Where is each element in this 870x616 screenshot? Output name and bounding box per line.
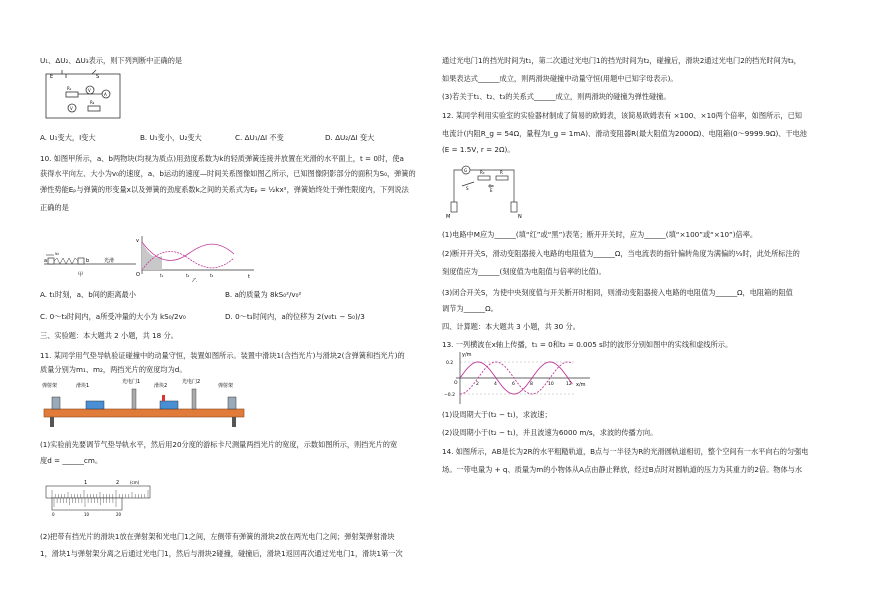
q9-tail: U₁、ΔU₂、ΔU₃表示，则下列判断中正确的是 (40, 56, 183, 65)
q11-air-track-figure (42, 377, 256, 429)
label-n: N (518, 214, 522, 220)
q9-option-d: D. ΔU₂/ΔI 变大 (325, 133, 375, 142)
label-a: a (44, 258, 48, 264)
svg-text:V: V (70, 106, 73, 111)
caliper-label-1: 1 (84, 480, 88, 486)
q12-part-2a: (2)断开开关S，滑动变阻器接入电路的电阻值为______Ω，当电流表的指针偏转角度为满偏的⅓时，此处所标注的 (442, 249, 800, 258)
label-smooth: 光滑 (104, 258, 115, 264)
q9-circuit-figure (42, 68, 130, 124)
q11-cont-line-2: 如果表达式______成立，则两滑块碰撞中动量守恒(用题中已知字母表示)。 (442, 74, 678, 83)
label-gate1: 光电门1 (122, 379, 141, 385)
caliper-label-2: 2 (116, 480, 120, 486)
wave-y-axis-label: y/m (462, 352, 472, 358)
label-t1: t₁ (160, 273, 164, 278)
label-jia: 甲 (78, 272, 84, 278)
q10-option-d: D. 0～t₃时间内，a的位移为 2(v₀t₁ − S₀)/3 (225, 312, 365, 321)
svg-text:R₂: R₂ (90, 100, 95, 105)
q10-line-1: 10. 如图甲所示，a、b两物块(均视为质点)用劲度系数为k的轻质弹簧连接并放置在光滑的水平面上，t = 0时，使a (40, 154, 404, 163)
caliper-vernier-20: 20 (116, 512, 122, 517)
q13-text: 13. 一列横波在x轴上传播，t₁ = 0和t₂ = 0.005 s时的波形分别如图中的实线和虚线所示。 (442, 340, 733, 349)
wave-x-tick-label: 12 (566, 382, 572, 387)
wave-x-tick-label: 2 (476, 382, 479, 387)
q12-line-3: (E = 1.5V, r = 2Ω)。 (442, 145, 515, 154)
q10-option-a: A. t₁时刻，a、b间的距离最小 (40, 290, 136, 299)
label-v0: v₀ (55, 251, 59, 256)
wave-x-tick-label: 8 (530, 382, 533, 387)
wave-y-neg: −0.2 (444, 393, 455, 398)
svg-text:S: S (96, 74, 100, 80)
svg-text:V: V (88, 88, 91, 93)
svg-text:E: E (50, 74, 54, 80)
caliper-vernier-10: 10 (84, 512, 90, 517)
wave-origin: O (454, 381, 458, 386)
label-g: G (464, 168, 468, 173)
label-gate2: 光电门2 (182, 379, 201, 385)
wave-x-tick-label: 4 (494, 382, 497, 387)
q13-wave-figure (444, 350, 594, 406)
label-s: S (466, 186, 469, 191)
wave-x-tick-label: 6 (512, 382, 515, 387)
q10-line-4: 正确的是 (40, 203, 69, 212)
q10-option-c: C. 0～t₃时间内，a所受冲量的大小为 kS₀/2v₀ (40, 312, 186, 321)
q9-option-c: C. ΔU₁/ΔI 不变 (235, 133, 284, 142)
label-launcher-right: 弹射架 (218, 383, 234, 389)
section-4-heading: 四、计算题：本大题共 3 小题，共 30 分。 (442, 322, 580, 331)
label-slider2: 滑块2 (154, 383, 168, 389)
q10-line-2: 获得水平向左、大小为v₀的速度，a、b运动的速度—时间关系图像如图乙所示，已知图像阴影部分的面积为S₀，弹簧的 (40, 169, 416, 178)
label-yi: 乙 (192, 278, 198, 282)
wave-x-tick-label: 10 (548, 382, 554, 387)
wave-y-pos: 0.2 (446, 361, 454, 366)
q9-option-b: B. U₁变小，U₂变大 (140, 133, 202, 142)
q12-line-2: 电流计(内阻R_g = 54Ω，量程为I_g = 1mA)、滑动变阻器R(最大阻值为2000Ω)、电阻箱(0～9999.9Ω)、干电池 (442, 129, 807, 138)
q11-line-1: 11. 某同学用气垫导轨验证碰撞中的动量守恒，装置如图所示。装置中滑块1(含挡光片)与滑块2(含弹簧和挡光片)的 (40, 351, 405, 360)
label-e: E (490, 188, 493, 193)
q9-option-a: A. U₁变大，I变大 (40, 133, 96, 142)
label-t3: t₃ (210, 273, 214, 278)
q12-ohmmeter-figure (444, 156, 534, 220)
label-r: R (500, 170, 503, 175)
wave-x-axis-label: x/m (576, 382, 586, 388)
label-origin: O (136, 272, 140, 278)
q10-line-3: 弹性势能Eₚ与弹簧的形变量x以及弹簧的劲度系数k之间的关系式为Eₚ = ½kx²，弹簧始终处于弹性限度内，下列说法 (40, 185, 409, 194)
label-b: b (86, 258, 90, 264)
q10-option-b: B. a的质量为 8kS₀²/v₀² (225, 290, 302, 299)
label-launcher-left: 弹射架 (42, 383, 58, 389)
q11-part1-line-1: (1)实验前先要调节气垫导轨水平，然后用20分度的游标卡尺测量两挡光片的宽度，示数如图所示，则挡光片的宽 (40, 440, 398, 449)
q13-part-1: (1)设周期大于(t₂ − t₁)，求波速； (442, 410, 552, 419)
q12-line-1: 12. 某同学利用实验室的实验器材制成了简易的欧姆表，该简易欧姆表有 ×100、×10两个倍率，如图所示，已知 (442, 111, 802, 120)
svg-text:R₁: R₁ (67, 86, 72, 91)
svg-text:A: A (104, 92, 107, 97)
q11-cont-line-1: 通过光电门1的挡光时间为t₁，第二次通过光电门1的挡光时间为t₂，碰撞后，滑块2通过光电门2的挡光时间为t₃， (442, 56, 801, 65)
section-3-heading: 三、实验题：本大题共 2 小题，共 18 分。 (40, 331, 178, 340)
label-r0: R₀ (480, 170, 485, 175)
q10-figure-yi (130, 234, 260, 282)
label-m: M (446, 214, 451, 220)
caliper-vernier-0: 0 (52, 512, 55, 517)
label-t2: t₂ (186, 273, 190, 278)
q13-part-2: (2)设周期小于(t₂ − t₁)，并且波速为6000 m/s，求波的传播方向。 (442, 428, 658, 437)
vernier-caliper-figure (44, 478, 154, 518)
q11-part2-line-2: 1，滑块1与弹射架分离之后通过光电门1，然后与滑块2碰撞，碰撞后，滑块1返回再次通过光电门1，滑块1第一次 (40, 549, 403, 558)
q14-line-2: 场。一带电量为 + q、质量为m的小物体从A点由静止释放，经过B点时对圆轨道的压力为其重力的2倍。物体与水 (442, 465, 803, 474)
label-v-axis: v (136, 238, 139, 244)
q10-figure-jia (42, 244, 138, 280)
caliper-unit: (cm) (130, 480, 140, 485)
q12-part-3a: (3)闭合开关S，为使中央刻度值与开关断开时相同，则滑动变阻器接入电路的电阻值为______Ω，电阻箱的阻值 (442, 288, 793, 297)
q12-part-2b: 刻度值应为______(刻度值为电阻值与倍率的比值)。 (442, 267, 606, 276)
q11-cont-line-3: (3)若关于t₁、t₂、t₃的关系式______成立，则两滑块的碰撞为弹性碰撞。 (442, 92, 671, 101)
q12-part-1: (1)电路中M应为______(填“红”或“黑”)表笔；断开开关时，应为______(填“×100”或“×10”)倍率。 (442, 230, 758, 239)
q11-line-2: 质量分别为m₁、m₂，两挡光片的宽度均为d。 (40, 365, 187, 374)
q14-line-1: 14. 如图所示，AB是长为2R的水平粗糙轨道，B点与一半径为R的光滑圆轨道相切，整个空间有一水平向右的匀强电 (442, 447, 809, 456)
label-t-axis: t (248, 274, 250, 280)
q11-part1-line-2: 度d = ______cm。 (40, 456, 103, 465)
q11-part2-line-1: (2)把带有挡光片的滑块1放在弹射架和光电门1之间，左侧带有弹簧的滑块2放在两光电门之间；弹射架弹射滑块 (40, 532, 395, 541)
q12-part-3b: 调节为______Ω。 (442, 304, 498, 313)
label-slider1: 滑块1 (76, 383, 90, 389)
